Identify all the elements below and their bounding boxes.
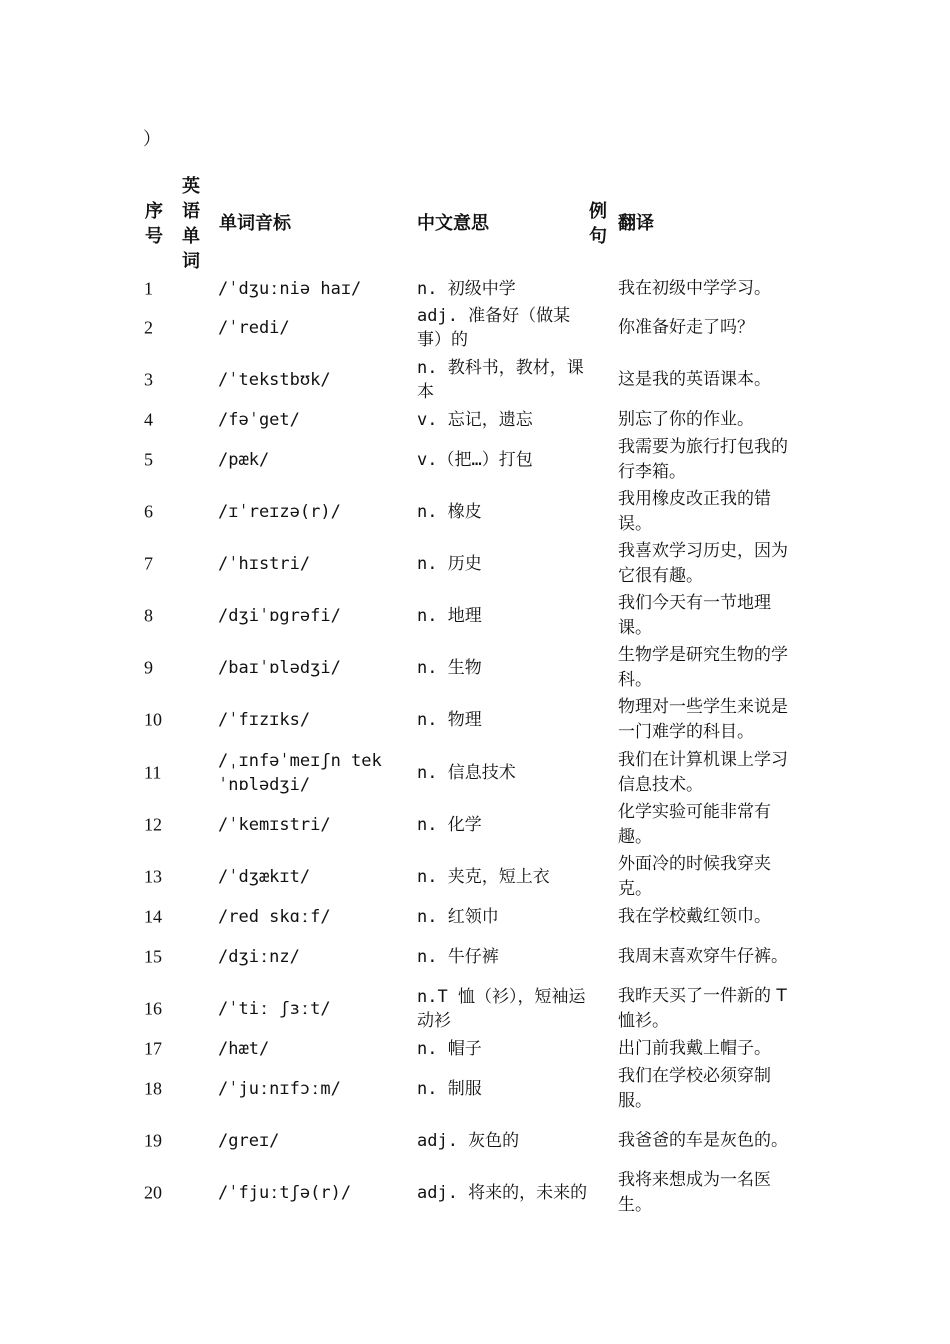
row-meaning: adj. 将来的，未来的 [417,1183,588,1203]
row-meaning: n. 物理 [417,710,482,730]
row-phonetic: /ˈtekstbʊk/ [218,370,331,390]
header-phonetic: 单词音标 [219,213,291,234]
table-row [0,983,950,1035]
row-translation: 物理对一些学生来说是一门难学的科目。 [618,697,788,742]
row-translation: 我昨天买了一件新的 T 恤衫。 [618,986,787,1031]
table-row [0,354,950,406]
row-meaning: n. 初级中学 [417,279,516,299]
table-row [0,1167,950,1219]
row-meaning: adj. 准备好（做某事）的 [417,306,571,350]
row-phonetic: /dʒiːnz/ [218,947,300,967]
table-row [0,851,950,903]
table-row [0,694,950,746]
row-phonetic: /greɪ/ [218,1131,280,1151]
row-translation: 化学实验可能非常有趣。 [618,802,771,847]
row-phonetic: /red skɑːf/ [218,907,331,927]
row-translation: 我需要为旅行打包我的行李箱。 [618,437,788,482]
row-phonetic: /pæk/ [218,450,270,470]
row-number: 19 [144,1130,162,1151]
table-row [0,642,950,694]
row-meaning: n. 信息技术 [417,763,516,783]
table-row [0,799,950,851]
row-number: 18 [144,1078,162,1099]
row-number: 9 [144,657,153,678]
row-phonetic: /baɪˈɒlədʒi/ [218,658,341,678]
row-meaning: n. 牛仔裤 [417,947,499,967]
row-translation: 我在学校戴红领巾。 [618,906,771,927]
row-number: 5 [144,449,153,470]
row-phonetic: /hæt/ [218,1039,270,1059]
row-number: 17 [144,1038,162,1059]
table-row [0,486,950,538]
row-translation: 别忘了你的作业。 [618,409,754,430]
row-number: 3 [144,369,153,390]
row-meaning: v. 忘记，遗忘 [417,410,533,430]
row-phonetic: /ˈkemɪstri/ [218,815,331,835]
row-meaning: v.（把…）打包 [417,450,533,470]
header-example: 例句 [589,201,607,247]
row-translation: 我们在计算机课上学习信息技术。 [618,750,788,795]
row-meaning: adj. 灰色的 [417,1131,520,1151]
row-number: 8 [144,605,153,626]
row-meaning: n. 历史 [417,554,482,574]
header-english-word: 英语单词 [182,176,200,272]
row-number: 16 [144,998,162,1019]
row-number: 10 [144,709,162,730]
row-phonetic: /ˈfjuːtʃə(r)/ [218,1183,352,1203]
row-phonetic: /ˈfɪzɪks/ [218,710,311,730]
table-row [0,931,950,983]
row-phonetic: /ˈtiː ʃɜːt/ [218,999,331,1019]
table-row [0,590,950,642]
row-translation: 你准备好走了吗？ [618,317,754,338]
row-meaning: n. 夹克，短上衣 [417,867,550,887]
row-translation: 我用橡皮改正我的错误。 [618,489,771,534]
row-number: 6 [144,501,153,522]
header-translation: 翻译 [618,213,654,234]
row-number: 2 [144,317,153,338]
row-phonetic: /ɪˈreɪzə(r)/ [218,502,341,522]
row-meaning: n.T 恤（衫），短袖运动衫 [417,987,586,1031]
table-row [0,274,950,304]
row-translation: 我们今天有一节地理课。 [618,593,771,638]
row-translation: 我喜欢学习历史，因为它很有趣。 [618,541,788,586]
stray-parenthesis: ） [143,129,161,150]
row-meaning: n. 帽子 [417,1039,482,1059]
row-phonetic: /fəˈget/ [218,410,300,430]
table-row [0,1034,950,1064]
row-phonetic: /dʒiˈɒgrəfi/ [218,606,341,626]
header-meaning: 中文意思 [417,213,489,234]
row-number: 15 [144,946,162,967]
header-number: 序号 [145,201,163,247]
row-translation: 我周末喜欢穿牛仔裤。 [618,946,788,967]
table-row [0,405,950,435]
row-number: 13 [144,866,162,887]
row-translation: 我在初级中学学习。 [618,278,771,299]
table-row [0,747,950,799]
row-number: 14 [144,906,162,927]
row-number: 11 [144,762,162,783]
row-meaning: n. 制服 [417,1079,482,1099]
row-translation: 我将来想成为一名医生。 [618,1170,771,1215]
row-number: 4 [144,409,153,430]
row-phonetic: /ˈjuːnɪfɔːm/ [218,1079,341,1099]
row-phonetic: /ˌɪnfəˈmeɪʃn tek ˈnɒlədʒi/ [218,751,382,795]
row-meaning: n. 橡皮 [417,502,482,522]
row-number: 7 [144,553,153,574]
row-number: 20 [144,1182,162,1203]
row-translation: 外面冷的时候我穿夹克。 [618,854,771,899]
row-meaning: n. 红领巾 [417,907,499,927]
row-translation: 我们在学校必须穿制服。 [618,1066,771,1111]
table-row [0,304,950,352]
table-row [0,1063,950,1115]
row-phonetic: /ˈdʒækɪt/ [218,867,311,887]
row-number: 12 [144,814,162,835]
row-meaning: n. 化学 [417,815,482,835]
row-translation: 这是我的英语课本。 [618,369,771,390]
table-row [0,1115,950,1167]
row-number: 1 [144,278,153,299]
row-translation: 生物学是研究生物的学科。 [618,645,788,690]
row-meaning: n. 地理 [417,606,482,626]
row-phonetic: /ˈredi/ [218,318,290,338]
row-meaning: n. 教科书，教材，课本 [417,358,584,402]
table-row [0,434,950,486]
table-row [0,902,950,932]
row-phonetic: /ˈhɪstri/ [218,554,311,574]
row-translation: 我爸爸的车是灰色的。 [618,1130,788,1151]
row-translation: 出门前我戴上帽子。 [618,1038,771,1059]
table-row [0,538,950,590]
row-phonetic: /ˈdʒuːniə haɪ/ [218,279,362,299]
row-meaning: n. 生物 [417,658,482,678]
